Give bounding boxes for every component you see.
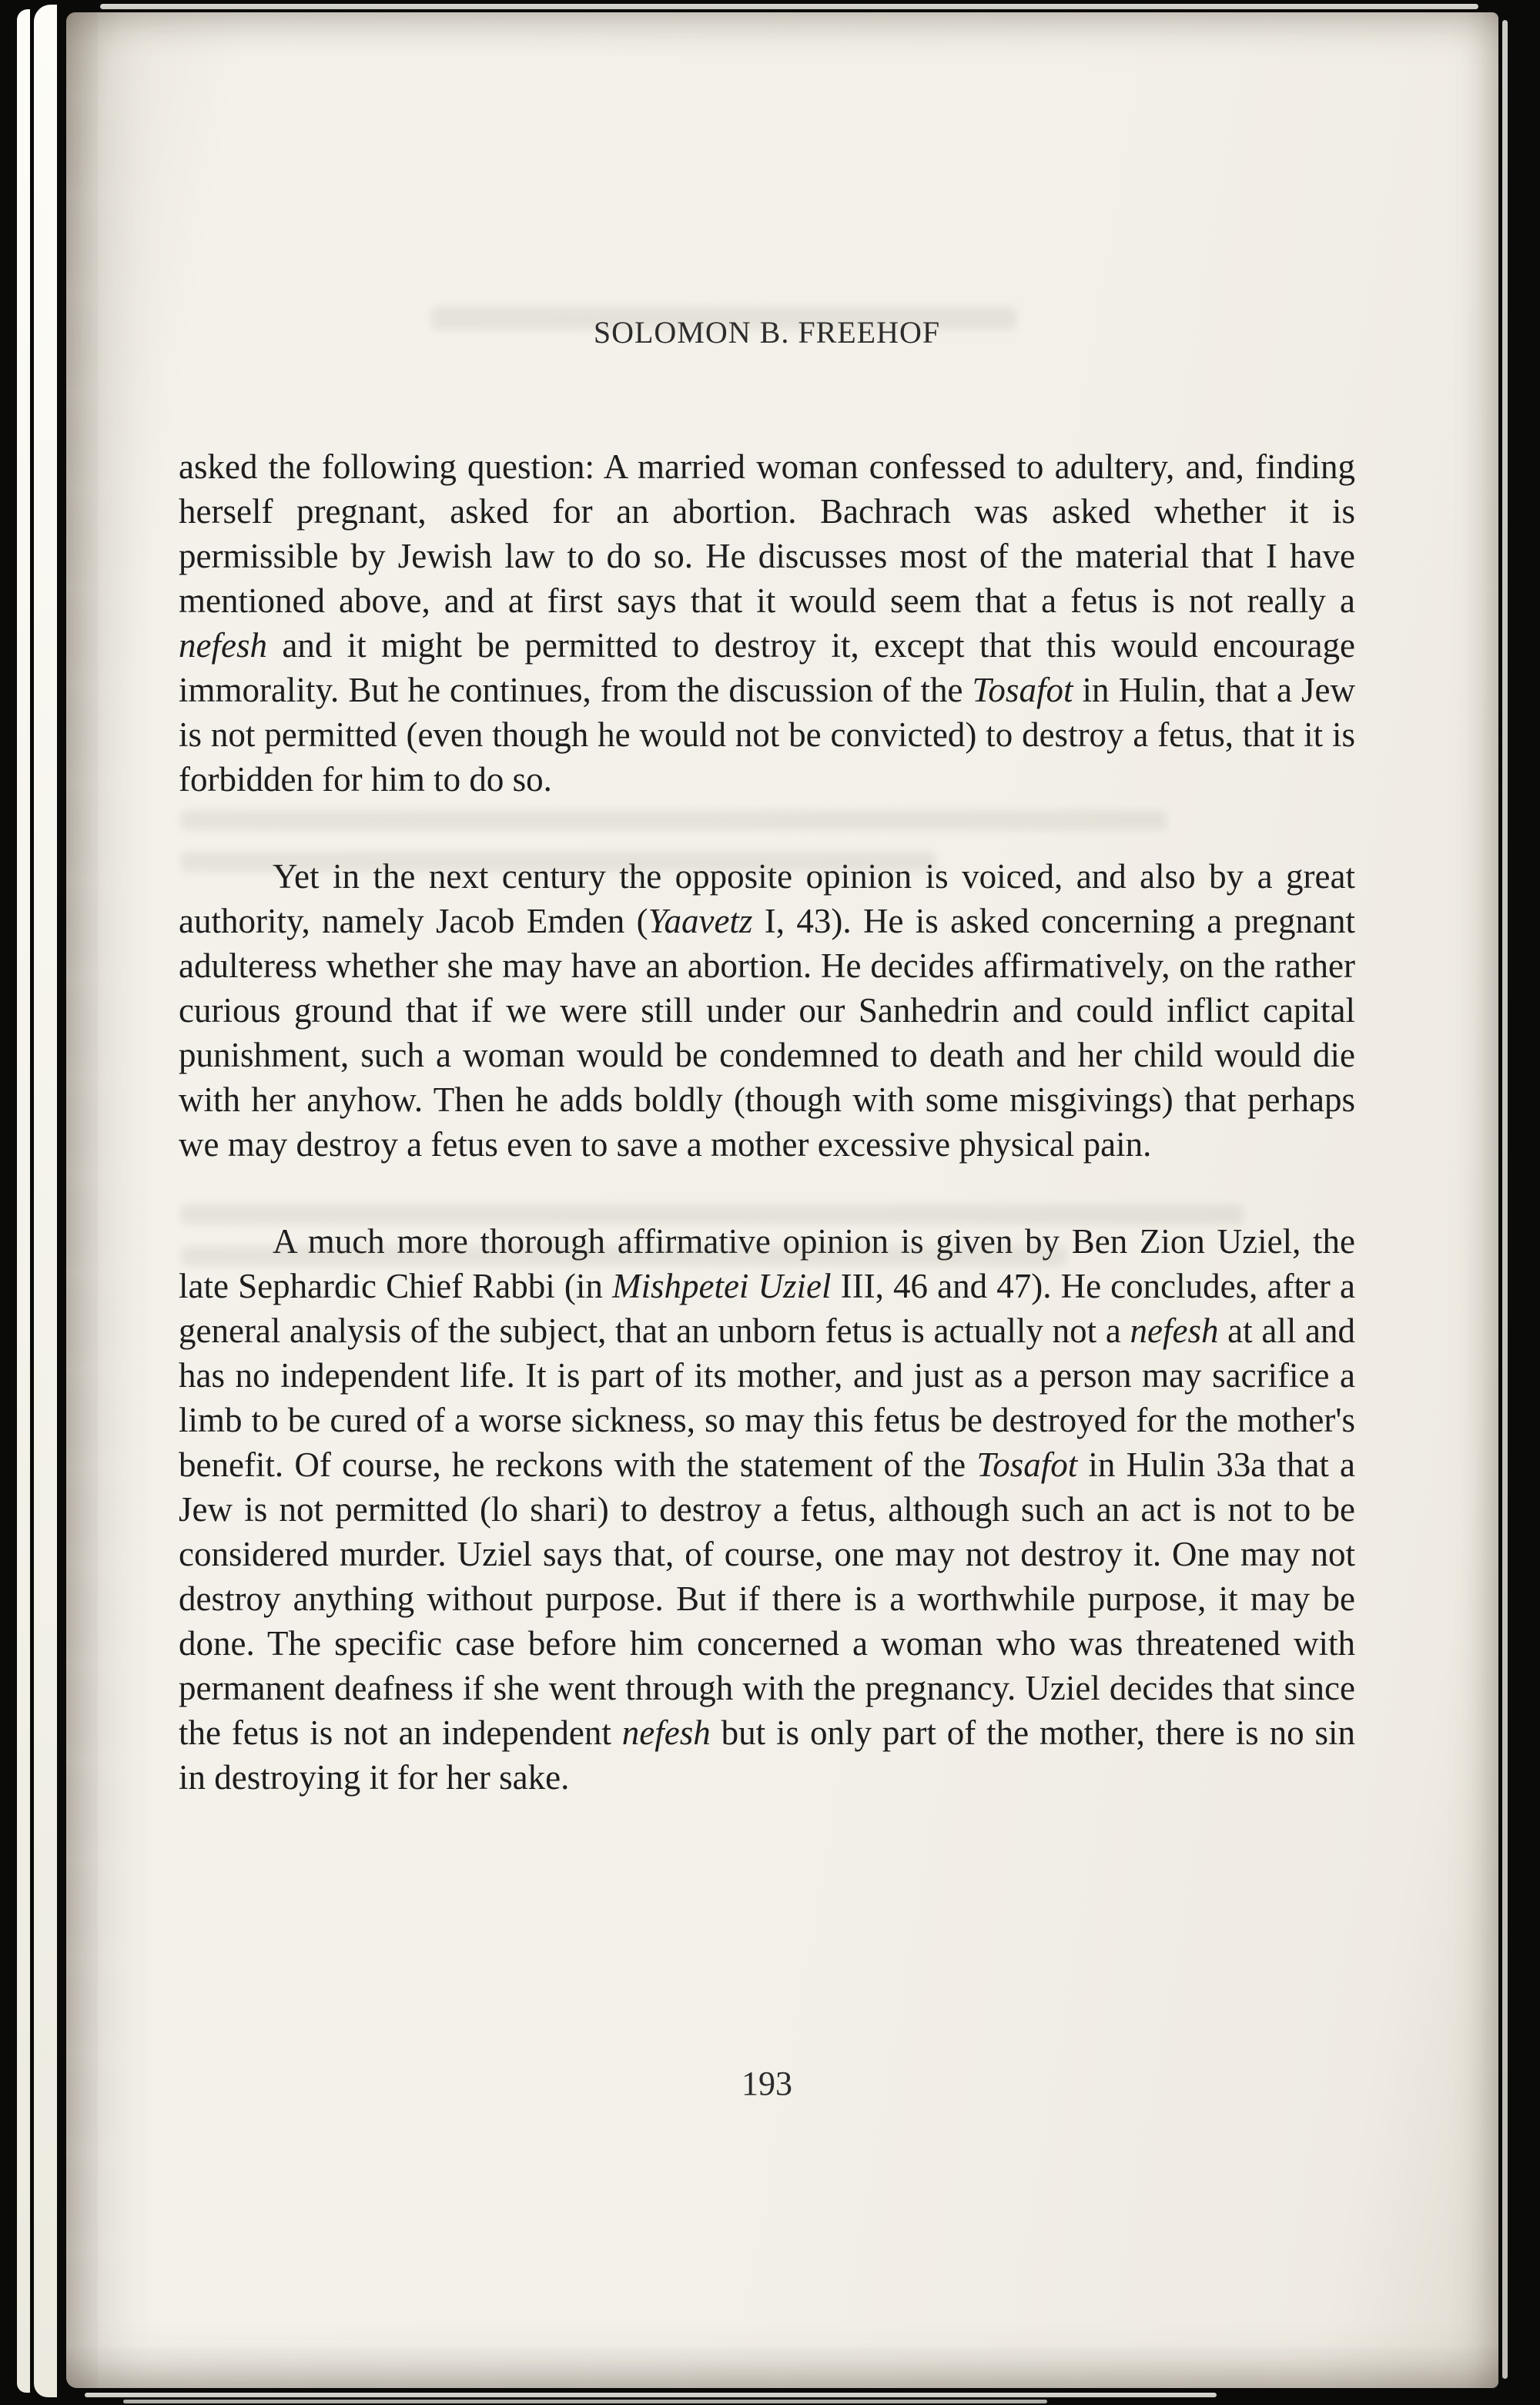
ink-bleedthrough (181, 1204, 1244, 1224)
text-run: in Hulin, that a Jew is not permitted (even though he would not be convicted) to destroy a fetus, that it is forbidden for him to do so. (179, 671, 1355, 799)
text-run: I, 43). He is asked concerning a pregnant adulteress whether she may have an abortion. He decides affirmatively, on the rather curious ground that if we were still under our Sanhedrin and could inflict capital punishment, such a woman would be condemned to death and her child would die with her anyhow. Then he adds boldly (though with some misgivings) that perhaps we may destroy a fetus even to save a mother excessive physical pain. (179, 902, 1355, 1164)
text-run: at all and has no independent life. It is part of its mother, and just as a person may sacrifice a limb to be cured of a worse sickness, so may this fetus be destroyed for the mother's benefit. Of course, he reckons with the statement of the (179, 1311, 1355, 1484)
ink-bleedthrough (181, 852, 936, 872)
paragraph (179, 1219, 1355, 1800)
italic-text-run: nefesh (621, 1713, 711, 1752)
text-run: III, 46 and 47). He concludes, after a general analysis of the subject, that an unborn fetus is actually not a (179, 1267, 1355, 1350)
page-body-text (179, 444, 1355, 1800)
text-run: Yet in the next century the opposite opinion is voiced, and also by a great authority, namely Jacob Emden ( (179, 857, 1355, 940)
ink-bleedthrough (181, 1246, 1066, 1266)
italic-text-run: Tosafot (972, 671, 1073, 709)
page-edge-stack-inner (34, 5, 57, 2397)
page-edge-right (1502, 20, 1508, 2379)
page-text-column (179, 12, 1355, 2102)
italic-text-run: Mishpetei Uziel (611, 1267, 832, 1305)
page-edge-bottom-outer (85, 2393, 1217, 2397)
text-run: in Hulin 33a that a Jew is not permitted (lo shari) to destroy a fetus, although such an act is not to be considered murder. Uziel says that, of course, one may not destroy it. One may not destroy anything without purpose. But if there is a worthwhile purpose, it may be done. The specific case before him concerned a woman who was threatened with permanent deafness if she went through with the pregnancy. Uziel decides that since the fetus is not an independent (179, 1445, 1355, 1752)
page-edge-stack-outer (17, 9, 30, 2393)
italic-text-run: Yaavetz (648, 902, 753, 940)
italic-text-run: Tosafot (976, 1445, 1078, 1484)
ink-bleedthrough (431, 306, 1016, 330)
paragraph (179, 854, 1355, 1167)
italic-text-run: nefesh (1130, 1311, 1219, 1350)
text-run: A much more thorough affirmative opinion is given by Ben Zion Uziel, the late Sephardic Chief Rabbi (in (179, 1222, 1355, 1305)
running-header: SOLOMON B. FREEHOF (593, 315, 941, 350)
ink-bleedthrough (181, 810, 1167, 830)
book-page (66, 12, 1498, 2388)
text-run: and it might be permitted to destroy it, except that this would encourage immorality. But he continues, from the discussion of the (179, 626, 1355, 709)
italic-text-run: nefesh (179, 626, 267, 665)
text-run: but is only part of the mother, there is no sin in destroying it for her sake. (179, 1713, 1355, 1797)
page-number: 193 (742, 2065, 792, 2102)
page-edge-top (100, 4, 1478, 9)
text-run: asked the following question: A married woman confessed to adultery, and, finding herself pregnant, asked for an abortion. Bachrach was asked whether it is permissible by Jewish law to do so. He discusses most of the material that I have mentioned above, and at first says that it would seem that a fetus is not really a (179, 447, 1355, 620)
paragraph (179, 444, 1355, 802)
page-edge-bottom-inner (123, 2400, 1047, 2403)
